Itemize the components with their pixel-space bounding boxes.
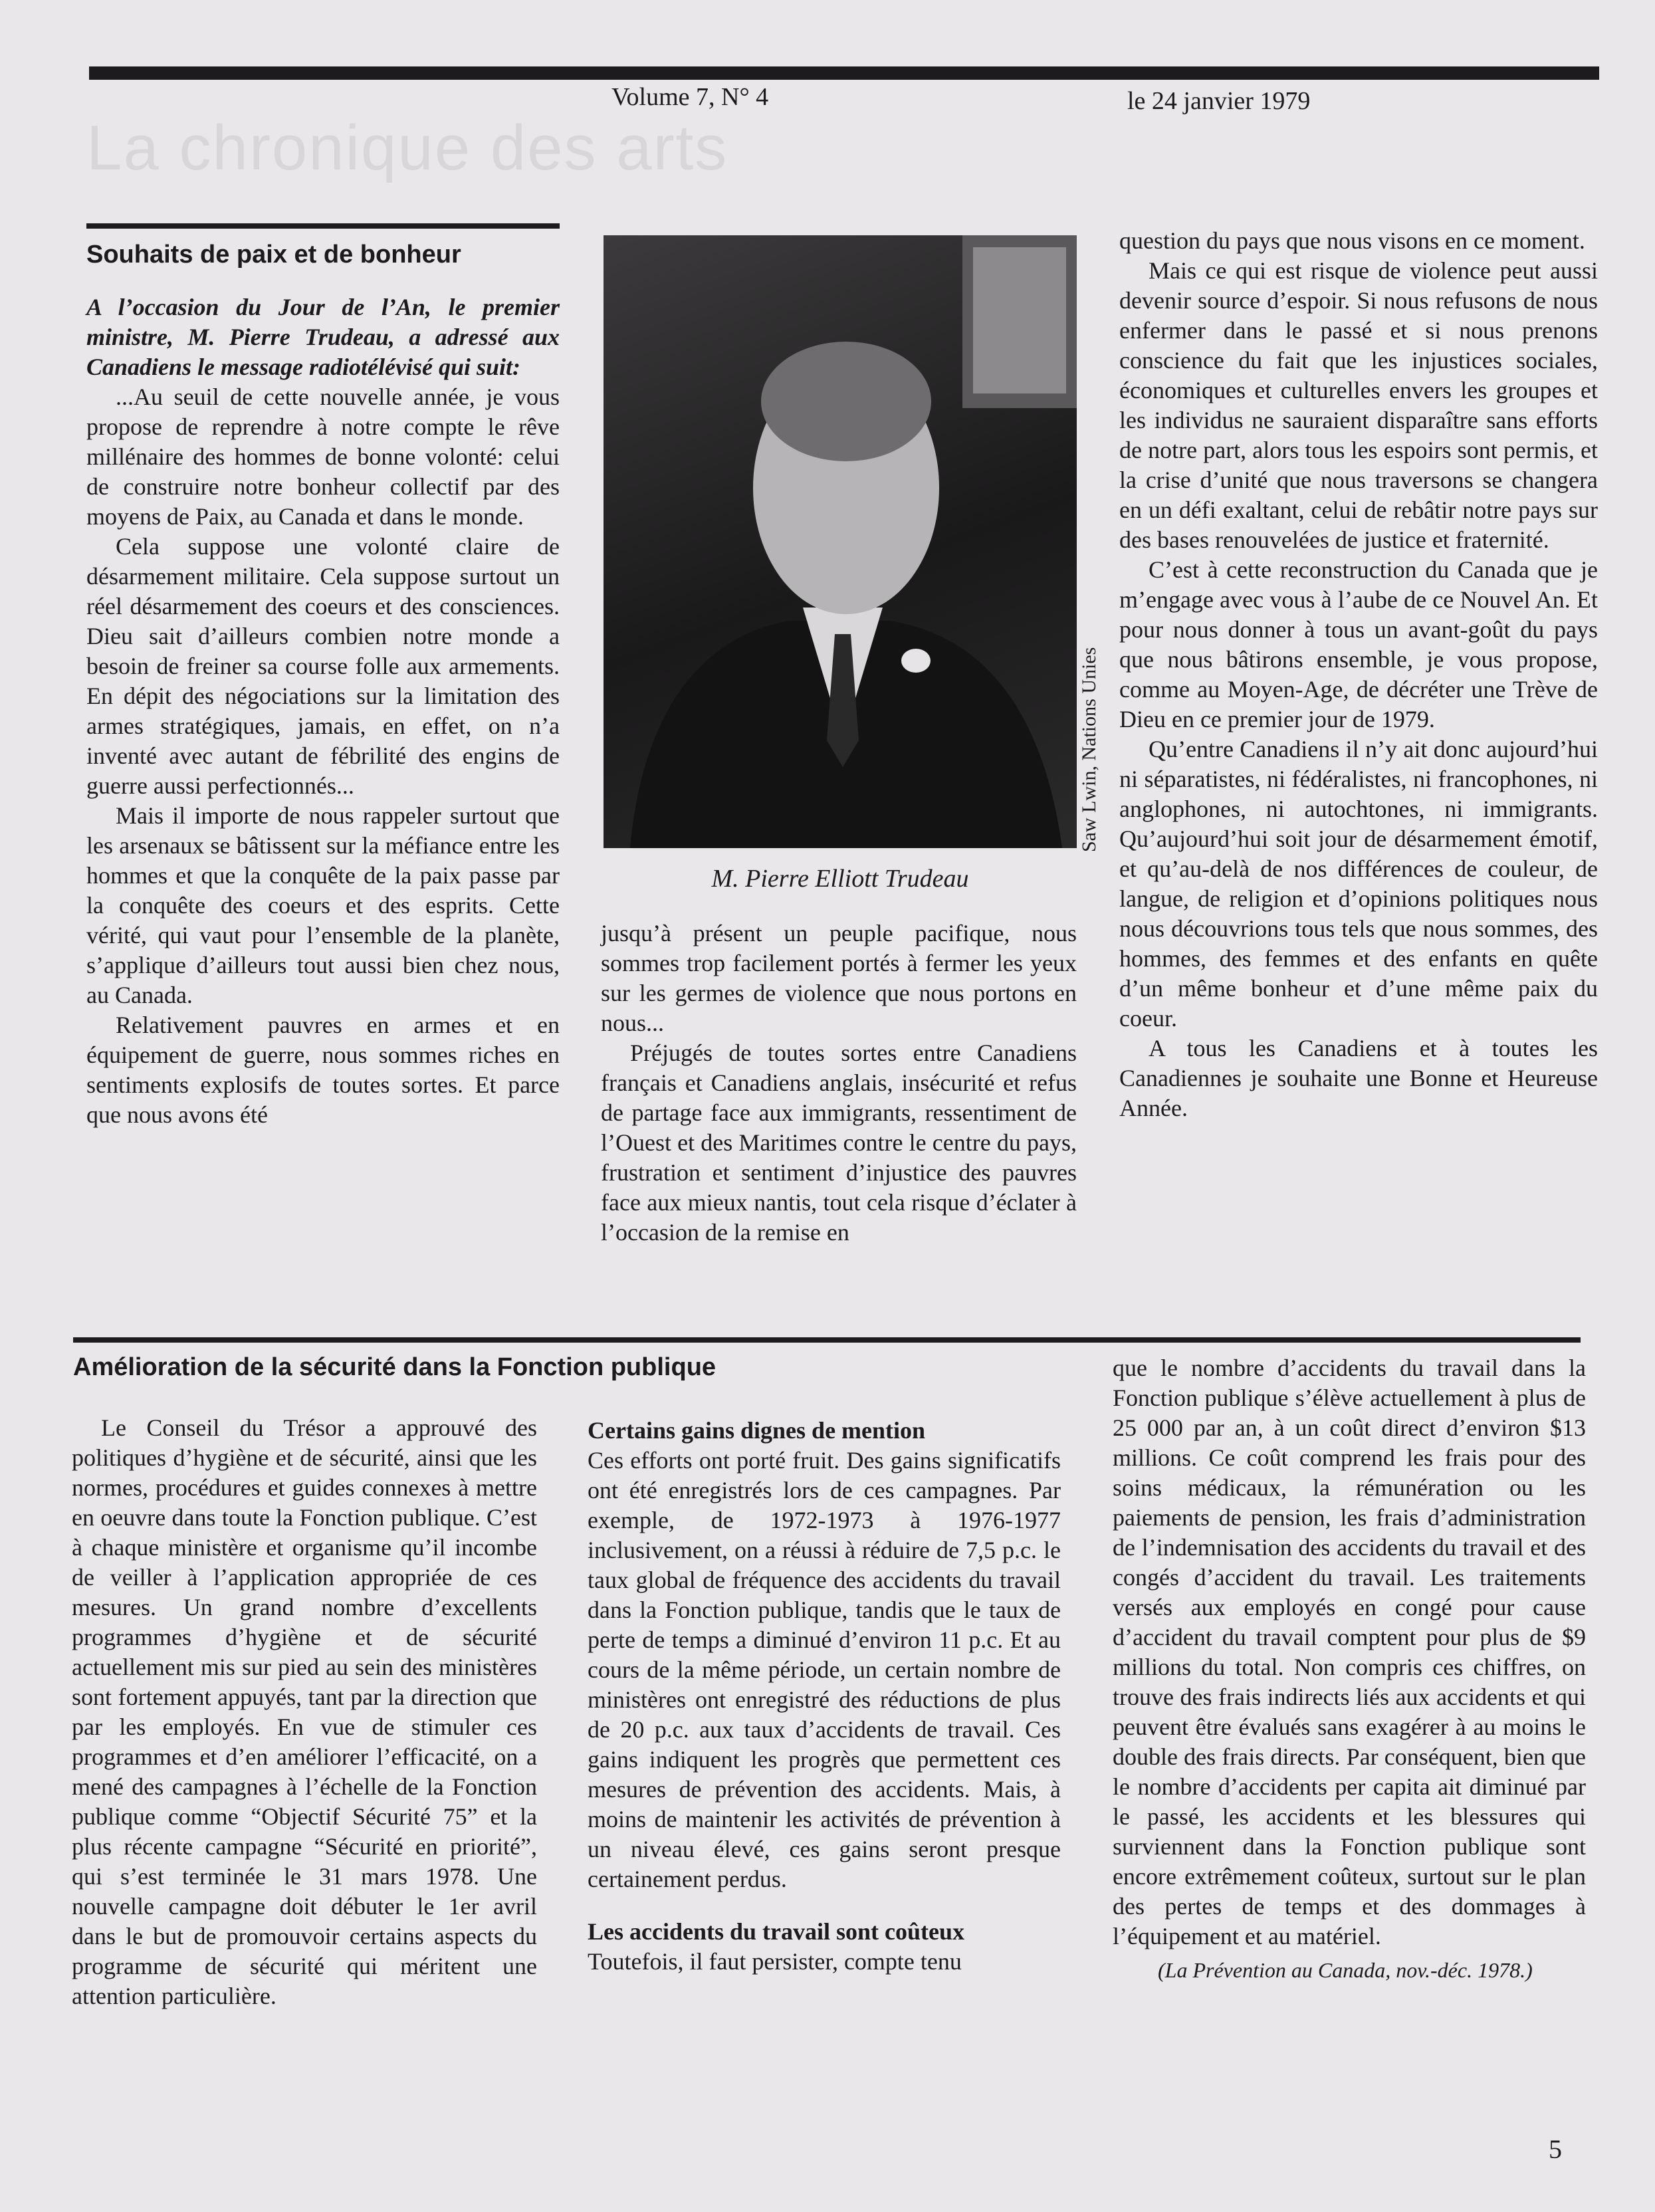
article2-column-1 [72,1413,537,2011]
article1-rule [86,223,560,229]
top-rule [89,66,1599,80]
article2-rule [73,1337,1581,1343]
paragraph: Cela suppose une volonté claire de désarmement militaire. Cela suppose surtout un réel désarmement des coeurs et des consciences. Dieu sait d’ailleurs combien notre monde a besoin de freiner sa course folle aux armements. En dépit des négociations sur la limitation des armes stratégiques, jamais, en effet, on n’a inventé avec autant de fébrilité des engins de guerre aussi perfectionnés... [86,533,560,799]
paragraph: ...Au seuil de cette nouvelle année, je vous propose de reprendre à notre compte le rêve millénaire des hommes de bonne volonté: celui de construire notre bonheur collectif par des moyens de Paix, au Canada et dans le monde. [86,384,560,530]
article1-column-1 [86,292,560,1130]
paragraph: Toutefois, il faut persister, compte tenu [588,1948,962,1975]
subheading-accidents: Les accidents du travail sont coûteux [588,1918,964,1945]
volume-number: Volume 7, N° 4 [611,83,769,111]
article1-column-2 [601,919,1077,1248]
article2-column-2 [588,1416,1061,1977]
source-citation: (La Prévention au Canada, nov.-déc. 1978.) [1158,1958,1533,1982]
article2-title: Amélioration de la sécurité dans la Fonction publique [73,1353,717,1381]
photo-credit: Saw Lwin, Nations Unies [1078,647,1100,852]
issue-date: le 24 janvier 1979 [1127,87,1311,115]
paragraph: A tous les Canadiens et à toutes les Canadiennes je souhaite une Bonne et Heureuse Année. [1119,1035,1598,1121]
paragraph: Qu’entre Canadiens il n’y ait donc aujourd’hui ni séparatistes, ni fédéralistes, ni francophones, ni anglophones, ni autochtones, ni immigrants. Qu’aujourd’hui soit jour de désarmement émotif, et qu’au-delà de nos différences de couleur, de langue, de religion et d’opinions politiques nous nous découvrions tous tels que nous sommes, des hommes, des femmes et des enfants en quête d’un même bonheur et d’une même paix du coeur. [1119,736,1598,1032]
article2-column-3 [1113,1353,1586,1985]
paragraph: Mais ce qui est risque de violence peut aussi devenir source d’espoir. Si nous refusons de nous enfermer dans le passé et si nous prenons conscience du fait que les injustices sociales, économiques et culturelles envers les groupes et les individus ne sauraient disparaître sans efforts de notre part, alors tous les espoirs sont permis, et la crise d’unité que nous traversons se changera en un défi exaltant, celui de rebâtir notre pays sur des bases renouvelées de justice et fraternité. [1119,257,1598,553]
paragraph: Le Conseil du Trésor a approuvé des politiques d’hygiène et de sécurité, ainsi que les normes, procédures et guides connexes à mettre en oeuvre dans toute la Fonction publique. C’est à chaque ministère et organisme qu’il incombe de veiller à l’application appropriée de ces mesures. Un grand nombre d’excellents programmes d’hygiène et de sécurité actuellement mis sur pied au sein des ministères sont fortement appuyés, tant par la direction que par les employés. En vue de stimuler ces programmes et d’en améliorer l’efficacité, on a mené des campagnes à l’échelle de la Fonction publique comme “Objectif Sécurité 75” et la plus récente campagne “Sécurité en priorité”, qui s’est terminée le 31 mars 1978. Une nouvelle campagne doit débuter le 1er avril dans le but de promouvoir certains aspects du programme de sécurité qui méritent une attention particulière. [72,1414,537,2009]
article1-intro: A l’occasion du Jour de l’An, le premier ministre, M. Pierre Trudeau, a adressé aux Canadiens le message radiotélévisé qui suit: [86,294,560,380]
subheading-gains: Certains gains dignes de mention [588,1417,926,1444]
trudeau-photo [604,235,1077,848]
paragraph: Préjugés de toutes sortes entre Canadiens français et Canadiens anglais, insécurité et refus de partage face aux immigrants, ressentiment de l’Ouest et des Maritimes contre le centre du pays, frustration et sentiment d’injustice des pauvres face aux mieux nantis, tout cela risque d’éclater à l’occasion de la remise en [601,1040,1077,1246]
paragraph: Relativement pauvres en armes et en équipement de guerre, nous sommes riches en sentiments explosifs de toutes sortes. Et parce que nous avons été [86,1012,560,1128]
paragraph: question du pays que nous visons en ce moment. [1119,227,1585,254]
paragraph: Mais il importe de nous rappeler surtout que les arsenaux se bâtissent sur la méfiance entre les hommes et que la conquête de la paix passe par la conquête des coeurs et des esprits. Cette vérité, qui vaut pour l’ensemble de la planète, s’applique d’ailleurs tout aussi bien chez nous, au Canada. [86,802,560,1008]
paragraph: Ces efforts ont porté fruit. Des gains significatifs ont été enregistrés lors de ces campagnes. Par exemple, de 1972-1973 à 1976-1977 inclusivement, on a réussi à réduire de 7,5 p.c. le taux global de fréquence des accidents du travail dans la Fonction publique, tandis que le taux de perte de temps a diminué d’environ 11 p.c. Et au cours de la même période, un certain nombre de ministères ont enregistré des réductions de plus de 20 p.c. aux taux d’accidents de travail. Ces gains indiquent les progrès que permettent ces mesures de prévention des accidents. Mais, à moins de maintenir les activités de prévention à un niveau élevé, ces gains seront presque certainement perdus. [588,1447,1061,1892]
article1-column-3 [1119,226,1598,1123]
article1-title: Souhaits de paix et de bonheur [86,241,461,269]
photo-caption: M. Pierre Elliott Trudeau [711,865,969,893]
page-number: 5 [1549,2134,1562,2164]
masthead-watermark: La chronique des arts [86,112,728,183]
paragraph: C’est à cette reconstruction du Canada que je m’engage avec vous à l’aube de ce Nouvel An. Et pour nous donner à tous un avant-goût du pays que nous bâtirons ensemble, je vous propose, comme au Moyen-Age, de décréter une Trève de Dieu en ce premier jour de 1979. [1119,556,1598,732]
paragraph: jusqu’à présent un peuple pacifique, nous sommes trop facilement portés à fermer les yeux sur les germes de violence que nous portons en nous... [601,920,1077,1036]
paragraph: que le nombre d’accidents du travail dans la Fonction publique s’élève actuellement à plus de 25 000 par an, à un coût direct d’environ $13 millions. Ce coût comprend les frais pour des soins médicaux, la rémunération ou les paiements de pension, les frais d’administration de l’indemnisation des accidents du travail et des congés d’accident du travail. Les traitements versés aux employés en congé pour cause d’accident du travail comptent pour plus de $9 millions du total. Non compris ces chiffres, on trouve des frais indirects liés aux accidents et qui peuvent être évalués sans exagérer à au moins le double des frais directs. Par conséquent, bien que le nombre d’accidents per capita ait diminué par le passé, les accidents et les blessures qui surviennent dans la Fonction publique sont encore extrêmement coûteux, surtout sur le plan des pertes de temps et des dommages à l’équipement et au matériel. [1113,1355,1586,1949]
